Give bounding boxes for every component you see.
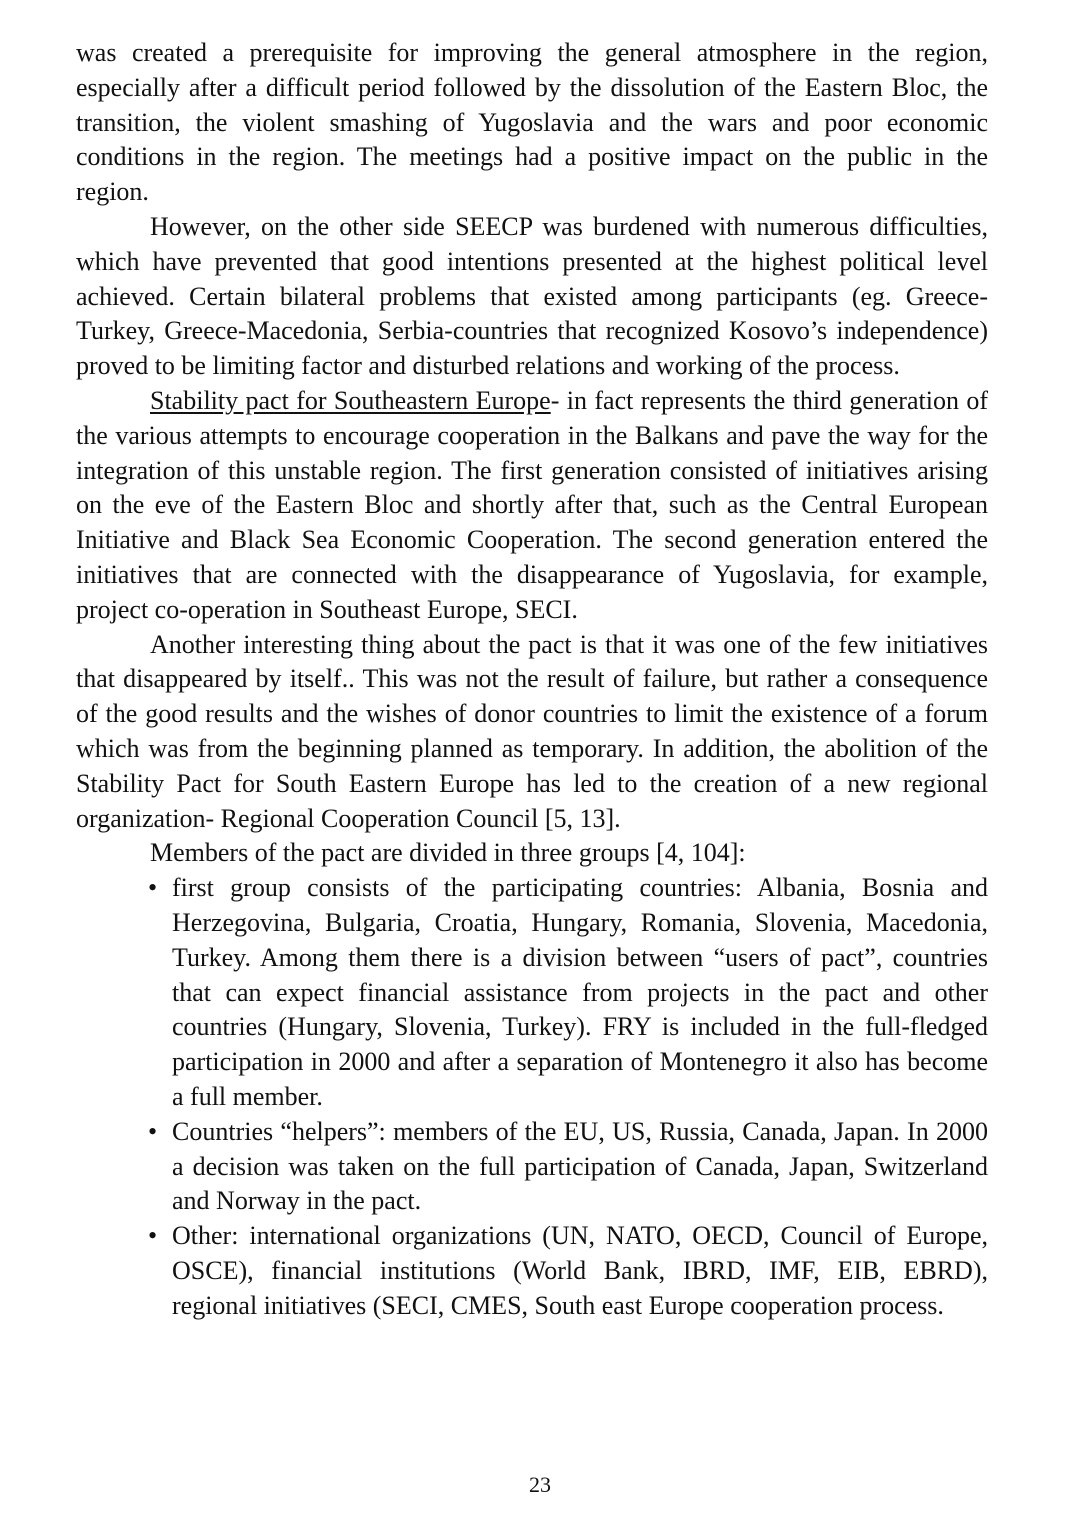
bullet-icon: • [148,873,158,903]
page-number: 23 [529,1472,551,1497]
stability-pact-text: - in fact represents the third generation of the various attempts to encourage cooperation in the Balkans and pave the way for the integration of this unstable region. The first generation consisted of initiatives arising on the eve of the Eastern Bloc and shortly after that, such as the Central European Initiative and Black Sea Economic Cooperation. The second generation entered the initiatives that are connected with the disappearance of Yugoslavia, for example, project co-operation in Southeast Europe, SECI. [76,385,988,624]
list-item [148,1219,988,1323]
paragraph-pact-disappearance: Another interesting thing about the pact is that it was one of the few initiatives that disappeared by itself.. This was not the result of failure, but rather a consequence of the good results and the wishes of donor countries to limit the existence of a forum which was from the beginning planned as temporary. In addition, the abolition of the Stability Pact for South Eastern Europe has led to the creation of a new regional organization- Regional Cooperation Council [5, 13]. [76,629,988,833]
stability-pact-heading: Stability pact for Southeastern Europe [150,385,551,415]
bullet-icon: • [148,1116,158,1146]
list-item-text: first group consists of the participating countries: Albania, Bosnia and Herzegovina, Bulgaria, Croatia, Hungary, Romania, Slovenia, Macedonia, Turkey. Among them there is a division between “users of pact”, countries that can expect financial assistance from projects in the pact and other countries (Hungary, Slovenia, Turkey). FRY is included in the full-fledged participation in 2000 and after a separation of Montenegro it also has become a full member. [172,873,988,1111]
paragraph-seecp-difficulties: However, on the other side SEECP was burdened with numerous difficulties, which have prevented that good intentions presented at the highest political level achieved. Certain bilateral problems that existed among participants (eg. Greece-Turkey, Greece-Macedonia, Serbia-countries that recognized Kosovo’s independence) proved to be limiting factor and disturbed relations and working of the process. [76,211,988,381]
paragraph-members-intro: Members of the pact are divided in three groups [4, 104]: [150,838,746,868]
list-item [148,1115,988,1219]
members-list [76,871,988,1323]
paragraph-stability-pact [76,384,988,628]
list-item-text: Other: international organizations (UN, NATO, OECD, Council of Europe, OSCE), financial institutions (World Bank, IBRD, IMF, EIB, EBRD), regional initiatives (SECI, CMES, South east Europe cooperation process. [172,1221,988,1320]
document-page [76,36,988,1323]
paragraph-regional-atmosphere: was created a prerequisite for improving the general atmosphere in the region, especially after a difficult period followed by the dissolution of the Eastern Bloc, the transition, the violent smashing of Yugoslavia and the wars and poor economic conditions in the region. The meetings had a positive impact on the public in the region. [76,38,988,207]
list-item [148,871,988,1115]
bullet-icon: • [148,1221,158,1251]
list-item-text: Countries “helpers”: members of the EU, US, Russia, Canada, Japan. In 2000 a decision was taken on the full participation of Canada, Japan, Switzerland and Norway in the pact. [172,1116,988,1216]
